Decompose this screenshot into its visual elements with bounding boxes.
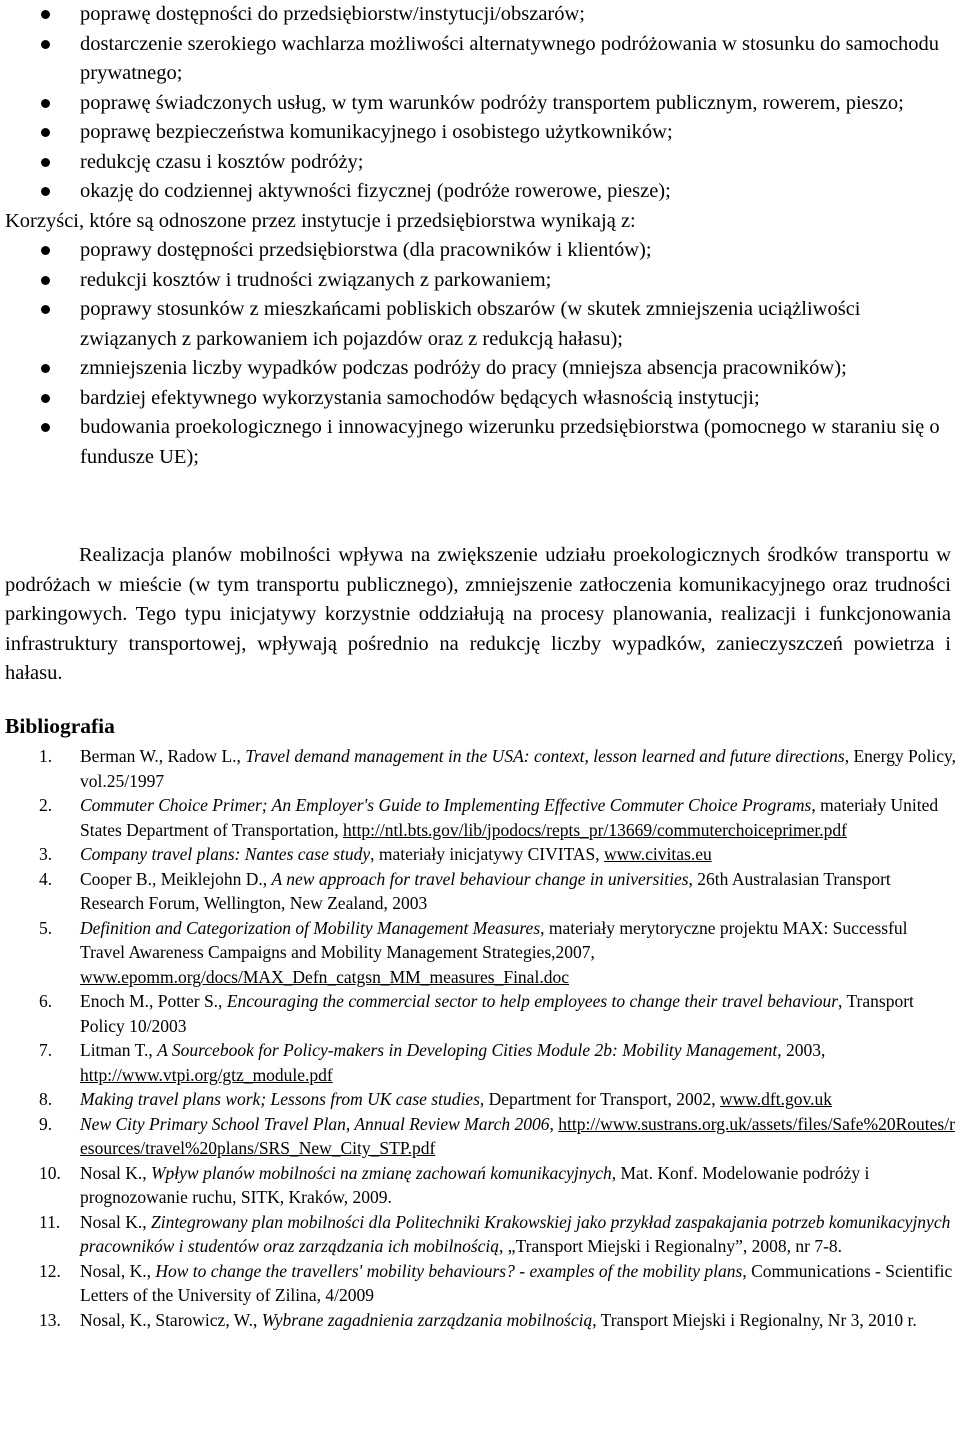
- bibliography-item: [0, 1308, 960, 1333]
- bibliography-authors: Enoch M., Potter S.,: [80, 991, 227, 1011]
- bibliography-authors: Nosal, K.,: [80, 1260, 156, 1281]
- bibliography-number: 11.: [39, 1211, 61, 1232]
- bibliography-source: , materiały United States Department of Transportation,: [80, 795, 939, 840]
- bibliography-item: [0, 1087, 960, 1112]
- bullet-icon: [41, 394, 50, 403]
- bibliography-title: New City Primary School Travel Plan, Annual Review March 2006: [80, 1113, 550, 1134]
- bibliography-title: Wpływ planów mobilności na zmianę zachowań komunikacyjnych: [150, 1162, 612, 1183]
- bibliography-number: 2.: [39, 795, 53, 815]
- bullet-icon: [41, 99, 50, 108]
- bibliography-source: , Communications - Scientific Letters of the University of Zilina, 4/2009: [80, 1260, 953, 1305]
- bibliography-item: [0, 1112, 960, 1161]
- bibliography-number: 13.: [39, 1309, 61, 1330]
- bibliography-number: 9.: [39, 1113, 53, 1134]
- bibliography-number: 12.: [39, 1260, 61, 1281]
- bibliography-number: 10.: [39, 1162, 61, 1183]
- bullet-icon: [41, 128, 50, 137]
- bibliography-number: 4.: [39, 868, 53, 889]
- bibliography-title: Encouraging the commercial sector to help employees to change their travel behaviour: [226, 991, 839, 1011]
- bullet-icon: [41, 246, 50, 255]
- bibliography-link[interactable]: www.epomm.org/docs/MAX_Defn_catgsn_MM_measures_Final.doc: [80, 966, 569, 987]
- bibliography-item: [0, 1259, 960, 1308]
- bullet-icon: [41, 187, 50, 196]
- bullet-icon: [41, 40, 50, 49]
- bibliography-number: 3.: [39, 844, 53, 864]
- bibliography-title: Company travel plans: Nantes case study: [80, 844, 371, 864]
- list-item: poprawę dostępności do przedsiębiorstw/instytucji/obszarów;: [0, 0, 960, 30]
- bibliography-authors: Berman W., Radow L.,: [80, 746, 246, 766]
- bibliography-number: 1.: [39, 746, 53, 766]
- bibliography-title: A new approach for travel behaviour change in universities: [271, 868, 689, 889]
- list-item: dostarczenie szerokiego wachlarza możliwości alternatywnego podróżowania w stosunku do samochodu prywatnego;: [0, 30, 960, 89]
- bibliography-authors: Nosal K.,: [80, 1162, 151, 1183]
- list-item: zmniejszenia liczby wypadków podczas podróży do pracy (mniejsza absencja pracowników);: [0, 354, 960, 384]
- bibliography-item: [0, 989, 960, 1038]
- bibliography-item: [0, 793, 960, 842]
- list-item: redukcję czasu i kosztów podróży;: [0, 148, 960, 178]
- bibliography-source: „Transport Miejski i Regionalny”, 2008, nr 7-8.: [503, 1236, 843, 1256]
- bibliography-item: [0, 842, 960, 867]
- bibliography-authors: Nosal, K., Starowicz, W.,: [80, 1309, 262, 1330]
- bibliography-title: A Sourcebook for Policy-makers in Developing Cities Module 2b: Mobility Management: [157, 1040, 778, 1060]
- bibliography-heading: Bibliografia: [5, 714, 115, 738]
- bibliography-link[interactable]: http://www.vtpi.org/gtz_module.pdf: [80, 1064, 333, 1085]
- bibliography-source: , Department for Transport, 2002,: [479, 1089, 721, 1109]
- bibliography-source: , materiały inicjatywy CIVITAS,: [370, 844, 604, 864]
- bibliography-title: Making travel plans work; Lessons from UK case studies: [80, 1089, 480, 1109]
- bibliography-item: [0, 916, 960, 990]
- bibliography-link[interactable]: www.dft.gov.uk: [720, 1089, 832, 1109]
- bibliography-item: [0, 1161, 960, 1210]
- bullet-icon: [41, 10, 50, 19]
- bibliography-number: 5.: [39, 917, 53, 938]
- list-item: redukcji kosztów i trudności związanych z parkowaniem;: [0, 266, 960, 296]
- bullet-icon: [41, 305, 50, 314]
- bibliography-item: [0, 1038, 960, 1087]
- institution-benefits-list: [0, 236, 960, 472]
- list-item: okazję do codziennej aktywności fizycznej (podróże rowerowe, piesze);: [0, 177, 960, 207]
- bibliography-source: , 2003,: [777, 1040, 826, 1060]
- bibliography-title: Commuter Choice Primer; An Employer's Guide to Implementing Effective Commuter Choice Programs: [80, 795, 812, 815]
- bibliography-list: [0, 744, 960, 1332]
- bibliography-title: Definition and Categorization of Mobility Management Measures: [80, 917, 541, 938]
- bibliography-authors: Litman T.,: [80, 1040, 158, 1060]
- list-item: poprawy stosunków z mieszkańcami pobliskich obszarów (w skutek zmniejszenia uciążliwości związanych z parkowaniem ich pojazdów oraz z redukcją hałasu);: [0, 295, 960, 354]
- bibliography-title: Travel demand management in the USA: context, lesson learned and future directions: [245, 746, 845, 766]
- bibliography-source: , Transport Miejski i Regionalny, Nr 3, 2010 r.: [592, 1309, 917, 1330]
- bibliography-number: 8.: [39, 1089, 53, 1109]
- bibliography-authors: Cooper B., Meiklejohn D.,: [80, 868, 272, 889]
- bibliography-link[interactable]: www.civitas.eu: [604, 844, 712, 864]
- benefits-individual-section: [0, 0, 960, 472]
- bibliography-item: [0, 867, 960, 916]
- bibliography-source: , 26th Australasian Transport Research Forum, Wellington, New Zealand, 2003: [80, 868, 891, 913]
- list-item: poprawy dostępności przedsiębiorstwa (dla pracowników i klientów);: [0, 236, 960, 266]
- bibliography-source: ,: [549, 1113, 559, 1134]
- list-item: poprawę bezpieczeństwa komunikacyjnego i osobistego użytkowników;: [0, 118, 960, 148]
- bibliography-source: , Transport Policy 10/2003: [80, 991, 914, 1036]
- bibliography-authors: Nosal K.,: [80, 1211, 151, 1232]
- bibliography-source: , Energy Policy, vol.25/1997: [80, 746, 957, 791]
- bullet-icon: [41, 423, 50, 432]
- benefits-intro-line: Korzyści, które są odnoszone przez instytucje i przedsiębiorstwa wynikają z:: [5, 209, 636, 232]
- list-item: poprawę świadczonych usług, w tym warunków podróży transportem publicznym, rowerem, pieszo;: [0, 89, 960, 119]
- individual-benefits-list: [0, 0, 960, 207]
- bibliography-source: , materiały merytoryczne projektu MAX: Successful Travel Awareness Campaigns and Mobility Management Strategies,2007,: [80, 917, 908, 962]
- bibliography-item: [0, 744, 960, 793]
- bibliography-source: , Mat. Konf. Modelowanie podróży i prognozowanie ruchu, SITK, Kraków, 2009.: [80, 1162, 870, 1207]
- bibliography-title: Wybrane zagadnienia zarządzania mobilnością: [261, 1309, 593, 1330]
- bibliography-item: [0, 1210, 960, 1259]
- bullet-icon: [41, 364, 50, 373]
- list-item: budowania proekologicznego i innowacyjnego wizerunku przedsiębiorstwa (pomocnego w staraniu się o fundusze UE);: [0, 413, 960, 472]
- bibliography-title: How to change the travellers' mobility behaviours? - examples of the mobility plans: [155, 1260, 743, 1281]
- bibliography-link[interactable]: http://www.sustrans.org.uk/assets/files/Safe%20Routes/resources/travel%20plans/SRS_New_City_STP.pdf: [80, 1113, 955, 1158]
- bibliography-number: 6.: [39, 991, 53, 1011]
- summary-paragraph: Realizacja planów mobilności wpływa na zwiększenie udziału proekologicznych środków transportu w podróżach w mieście (w tym transportu publicznego), zmniejszenie zatłoczenia komunikacyjnego oraz trudności parkingowych. Tego typu inicjatywy korzystnie oddziałują na procesy planowania, realizacji i funkcjonowania infrastruktury transportowej, wpływają pośrednio na redukcję liczby wypadków, zanieczyszczeń powietrza i hałasu.: [5, 544, 951, 684]
- list-item: bardziej efektywnego wykorzystania samochodów będących własnością instytucji;: [0, 384, 960, 414]
- bibliography-link[interactable]: http://ntl.bts.gov/lib/jpodocs/repts_pr/13669/commuterchoiceprimer.pdf: [342, 819, 847, 840]
- bullet-icon: [41, 276, 50, 285]
- bibliography-title: Zintegrowany plan mobilności dla Politechniki Krakowskiej jako przykład zaspakajania potrzeb komunikacyjnych pracowników i studentów oraz zarządzania ich mobilnością,: [80, 1211, 951, 1256]
- bibliography-number: 7.: [39, 1040, 53, 1060]
- bullet-icon: [41, 158, 50, 167]
